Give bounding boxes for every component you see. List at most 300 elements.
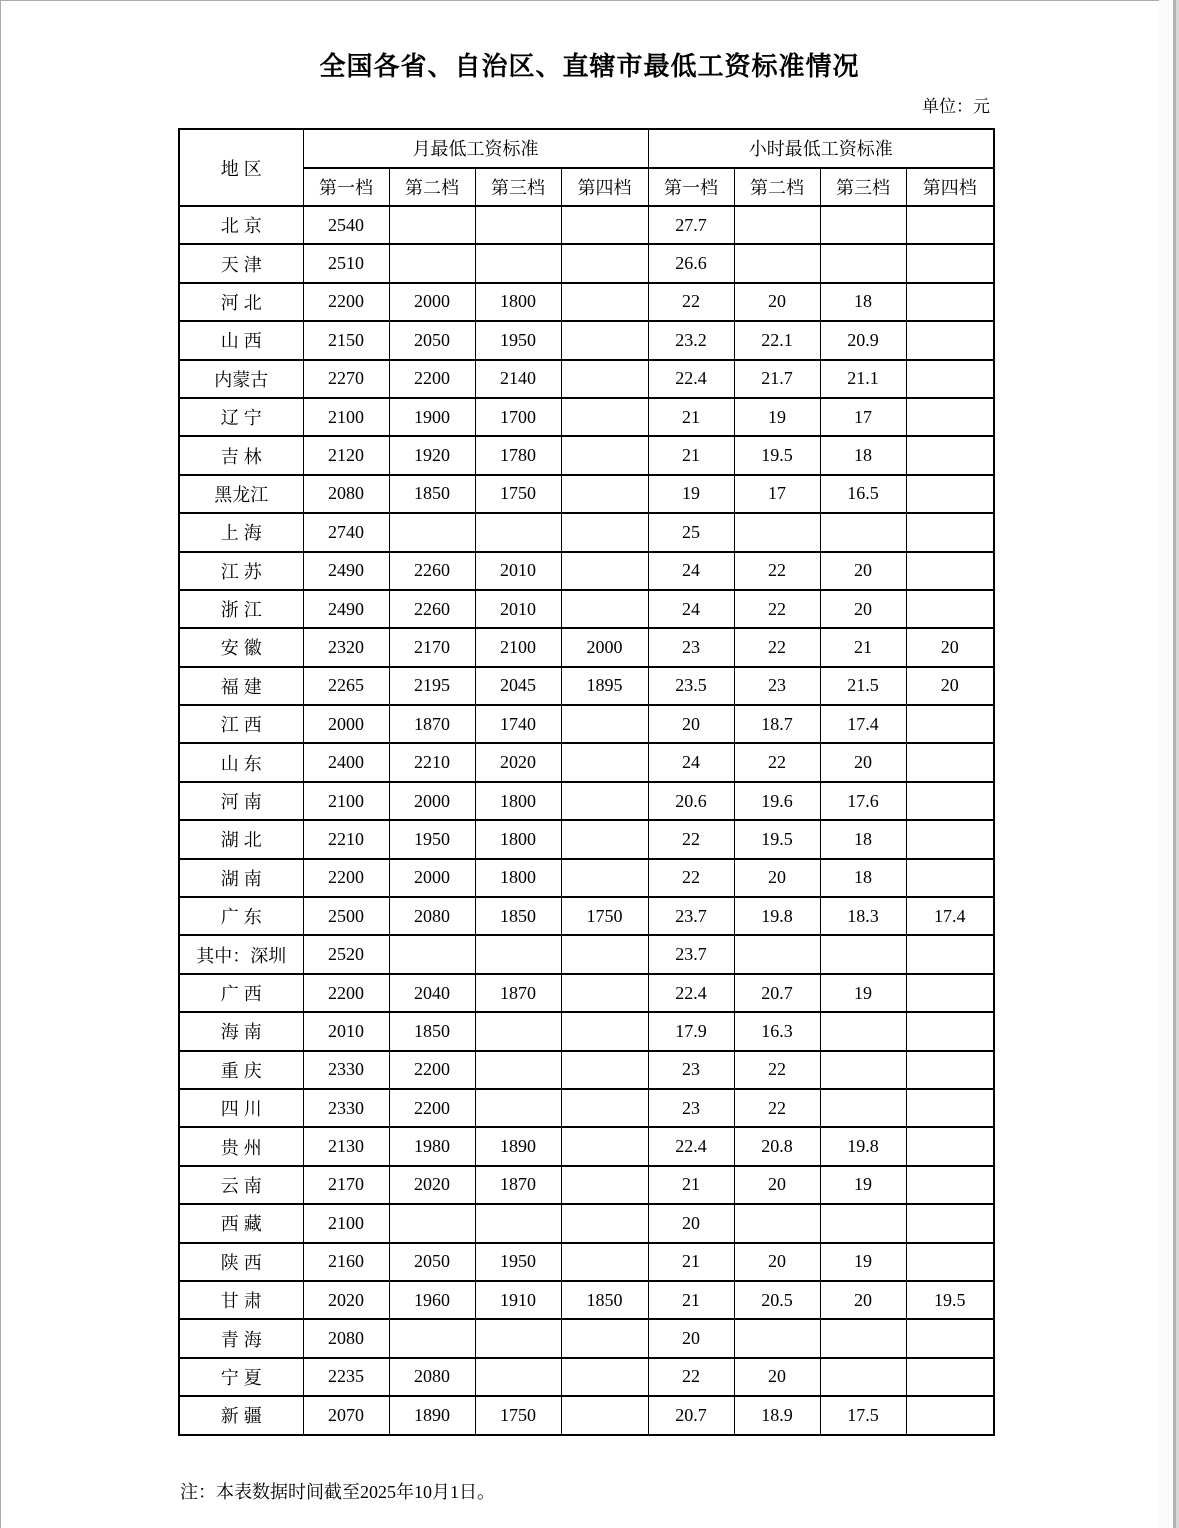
table-row: [179, 974, 994, 1012]
value-cell: 2100: [303, 398, 389, 436]
value-cell: 1800: [475, 859, 561, 897]
value-cell: 2080: [303, 475, 389, 513]
value-cell: [820, 1012, 906, 1050]
value-cell: 18: [820, 859, 906, 897]
value-cell: 1750: [475, 1396, 561, 1434]
value-cell: 2100: [303, 1204, 389, 1242]
value-cell: 1800: [475, 782, 561, 820]
value-cell: [906, 360, 994, 398]
value-cell: [475, 1012, 561, 1050]
value-cell: 24: [648, 552, 734, 590]
table-row: [179, 743, 994, 781]
value-cell: 17.4: [906, 897, 994, 935]
value-cell: [734, 935, 820, 973]
table-row: [179, 1319, 994, 1357]
value-cell: 22: [648, 1358, 734, 1396]
value-cell: 26.6: [648, 244, 734, 282]
region-cell: 广 西: [179, 974, 303, 1012]
table-row: [179, 206, 994, 244]
value-cell: [561, 1012, 648, 1050]
value-cell: [561, 206, 648, 244]
value-cell: 1780: [475, 436, 561, 474]
table-row: [179, 1243, 994, 1281]
region-cell: 湖 北: [179, 820, 303, 858]
value-cell: 2040: [389, 974, 475, 1012]
value-cell: 16.3: [734, 1012, 820, 1050]
value-cell: 1850: [389, 1012, 475, 1050]
value-cell: 22: [734, 1089, 820, 1127]
col-header-hourly-tier-3: 第三档: [820, 168, 906, 207]
region-cell: 安 徽: [179, 628, 303, 666]
value-cell: 24: [648, 743, 734, 781]
value-cell: 1750: [475, 475, 561, 513]
value-cell: 2010: [475, 590, 561, 628]
value-cell: 2490: [303, 552, 389, 590]
table-row: [179, 782, 994, 820]
value-cell: [734, 1204, 820, 1242]
value-cell: 2320: [303, 628, 389, 666]
value-cell: 1895: [561, 667, 648, 705]
value-cell: [561, 590, 648, 628]
region-cell: 山 东: [179, 743, 303, 781]
table-row: [179, 935, 994, 973]
value-cell: 1850: [561, 1281, 648, 1319]
value-cell: [561, 513, 648, 551]
region-cell: 陕 西: [179, 1243, 303, 1281]
table-row: [179, 820, 994, 858]
value-cell: [389, 1204, 475, 1242]
value-cell: [906, 244, 994, 282]
value-cell: [561, 782, 648, 820]
value-cell: 1870: [475, 1166, 561, 1204]
value-cell: [820, 244, 906, 282]
region-cell: 北 京: [179, 206, 303, 244]
region-cell: 贵 州: [179, 1127, 303, 1165]
col-header-monthly-tier-2: 第二档: [389, 168, 475, 207]
value-cell: 20: [734, 1166, 820, 1204]
value-cell: 23: [648, 628, 734, 666]
value-cell: [906, 820, 994, 858]
value-cell: 2265: [303, 667, 389, 705]
value-cell: 17.9: [648, 1012, 734, 1050]
value-cell: [906, 1396, 994, 1434]
value-cell: 19.6: [734, 782, 820, 820]
value-cell: [734, 206, 820, 244]
value-cell: 21: [648, 398, 734, 436]
value-cell: 23.2: [648, 321, 734, 359]
value-cell: 2045: [475, 667, 561, 705]
value-cell: 22: [734, 590, 820, 628]
value-cell: 2540: [303, 206, 389, 244]
value-cell: 2010: [303, 1012, 389, 1050]
page-right-gutter: [1159, 0, 1173, 1528]
region-cell: 山 西: [179, 321, 303, 359]
value-cell: [906, 1127, 994, 1165]
value-cell: [561, 436, 648, 474]
value-cell: 20: [820, 552, 906, 590]
region-cell: 云 南: [179, 1166, 303, 1204]
value-cell: 18: [820, 820, 906, 858]
region-cell: 重 庆: [179, 1051, 303, 1089]
value-cell: [561, 743, 648, 781]
table-row: [179, 1281, 994, 1319]
value-cell: 22: [648, 820, 734, 858]
value-cell: 2130: [303, 1127, 389, 1165]
value-cell: 2000: [303, 705, 389, 743]
value-cell: 2490: [303, 590, 389, 628]
value-cell: [906, 321, 994, 359]
table-row: [179, 859, 994, 897]
col-header-hourly-tier-2: 第二档: [734, 168, 820, 207]
value-cell: [906, 1204, 994, 1242]
value-cell: [475, 1358, 561, 1396]
value-cell: 17.4: [820, 705, 906, 743]
value-cell: 1870: [475, 974, 561, 1012]
value-cell: [561, 1051, 648, 1089]
value-cell: 20.7: [648, 1396, 734, 1434]
value-cell: 23.5: [648, 667, 734, 705]
value-cell: 23: [734, 667, 820, 705]
region-cell: 吉 林: [179, 436, 303, 474]
value-cell: [561, 974, 648, 1012]
value-cell: 21: [820, 628, 906, 666]
value-cell: [906, 436, 994, 474]
value-cell: 18.7: [734, 705, 820, 743]
value-cell: [561, 859, 648, 897]
value-cell: [561, 552, 648, 590]
value-cell: [906, 1089, 994, 1127]
value-cell: 1950: [475, 1243, 561, 1281]
table-row: [179, 1204, 994, 1242]
value-cell: 23.7: [648, 897, 734, 935]
table-row: [179, 552, 994, 590]
region-cell: 河 北: [179, 283, 303, 321]
value-cell: [820, 935, 906, 973]
value-cell: 2020: [475, 743, 561, 781]
value-cell: 23: [648, 1051, 734, 1089]
value-cell: 2330: [303, 1089, 389, 1127]
value-cell: 22.4: [648, 974, 734, 1012]
value-cell: 21.1: [820, 360, 906, 398]
value-cell: 2080: [389, 1358, 475, 1396]
region-cell: 天 津: [179, 244, 303, 282]
value-cell: 2200: [303, 859, 389, 897]
region-cell: 宁 夏: [179, 1358, 303, 1396]
table-row: [179, 667, 994, 705]
value-cell: 2270: [303, 360, 389, 398]
region-cell: 海 南: [179, 1012, 303, 1050]
value-cell: [906, 1358, 994, 1396]
value-cell: [561, 1243, 648, 1281]
value-cell: 1700: [475, 398, 561, 436]
page-left-edge: [0, 0, 1, 1528]
value-cell: 21.7: [734, 360, 820, 398]
value-cell: 2010: [475, 552, 561, 590]
value-cell: 19.5: [906, 1281, 994, 1319]
value-cell: 19: [648, 475, 734, 513]
value-cell: 20.9: [820, 321, 906, 359]
value-cell: 20: [820, 1281, 906, 1319]
minimum-wage-table: [178, 128, 995, 1436]
value-cell: 2000: [389, 283, 475, 321]
value-cell: 21: [648, 1281, 734, 1319]
table-row: [179, 436, 994, 474]
value-cell: 2195: [389, 667, 475, 705]
value-cell: 1870: [389, 705, 475, 743]
value-cell: [906, 206, 994, 244]
region-cell: 青 海: [179, 1319, 303, 1357]
table-row: [179, 1358, 994, 1396]
region-cell: 黑龙江: [179, 475, 303, 513]
table-row: [179, 398, 994, 436]
value-cell: 2160: [303, 1243, 389, 1281]
value-cell: 1900: [389, 398, 475, 436]
value-cell: 2120: [303, 436, 389, 474]
col-header-hourly-group: 小时最低工资标准: [648, 129, 994, 168]
value-cell: 2200: [389, 360, 475, 398]
value-cell: [561, 935, 648, 973]
value-cell: 2210: [303, 820, 389, 858]
value-cell: 22.4: [648, 1127, 734, 1165]
value-cell: 22: [734, 552, 820, 590]
value-cell: [475, 206, 561, 244]
value-cell: 22: [734, 628, 820, 666]
table-row: [179, 321, 994, 359]
value-cell: [561, 1204, 648, 1242]
value-cell: [561, 244, 648, 282]
value-cell: [389, 513, 475, 551]
value-cell: 20: [648, 1319, 734, 1357]
col-header-monthly-tier-1: 第一档: [303, 168, 389, 207]
value-cell: [734, 244, 820, 282]
value-cell: [561, 360, 648, 398]
value-cell: 21: [648, 1166, 734, 1204]
value-cell: 17.6: [820, 782, 906, 820]
value-cell: [906, 974, 994, 1012]
region-cell: 浙 江: [179, 590, 303, 628]
table-row: [179, 1089, 994, 1127]
value-cell: 25: [648, 513, 734, 551]
table-row: [179, 244, 994, 282]
value-cell: 1920: [389, 436, 475, 474]
value-cell: [475, 935, 561, 973]
value-cell: 21: [648, 436, 734, 474]
value-cell: [906, 859, 994, 897]
value-cell: [906, 283, 994, 321]
value-cell: [561, 1089, 648, 1127]
value-cell: 2200: [303, 974, 389, 1012]
table-row: [179, 897, 994, 935]
page-top-edge: [0, 0, 1179, 1]
value-cell: 2100: [475, 628, 561, 666]
value-cell: 2050: [389, 321, 475, 359]
table-body: [179, 206, 994, 1435]
value-cell: 18: [820, 283, 906, 321]
region-cell: 其中：深圳: [179, 935, 303, 973]
value-cell: 1950: [475, 321, 561, 359]
value-cell: 2170: [303, 1166, 389, 1204]
value-cell: 2200: [389, 1051, 475, 1089]
value-cell: 1850: [389, 475, 475, 513]
region-cell: 江 苏: [179, 552, 303, 590]
value-cell: [389, 935, 475, 973]
value-cell: 2510: [303, 244, 389, 282]
value-cell: [906, 782, 994, 820]
value-cell: 19.8: [734, 897, 820, 935]
value-cell: 2070: [303, 1396, 389, 1434]
value-cell: 18.3: [820, 897, 906, 935]
value-cell: [389, 1319, 475, 1357]
region-cell: 甘 肃: [179, 1281, 303, 1319]
table-row: [179, 705, 994, 743]
col-header-monthly-tier-4: 第四档: [561, 168, 648, 207]
value-cell: 21.5: [820, 667, 906, 705]
value-cell: 19.8: [820, 1127, 906, 1165]
value-cell: 20: [648, 705, 734, 743]
region-cell: 辽 宁: [179, 398, 303, 436]
region-cell: 上 海: [179, 513, 303, 551]
value-cell: 19: [820, 1166, 906, 1204]
region-cell: 西 藏: [179, 1204, 303, 1242]
value-cell: [734, 513, 820, 551]
region-cell: 四 川: [179, 1089, 303, 1127]
header-row-groups: [179, 129, 994, 168]
value-cell: 2150: [303, 321, 389, 359]
value-cell: 23.7: [648, 935, 734, 973]
value-cell: [561, 398, 648, 436]
value-cell: [820, 1204, 906, 1242]
value-cell: 20.8: [734, 1127, 820, 1165]
value-cell: [475, 1204, 561, 1242]
value-cell: 2500: [303, 897, 389, 935]
table-row: [179, 1012, 994, 1050]
value-cell: 20: [820, 590, 906, 628]
value-cell: [475, 1319, 561, 1357]
value-cell: [820, 1358, 906, 1396]
value-cell: 2170: [389, 628, 475, 666]
region-cell: 福 建: [179, 667, 303, 705]
value-cell: 22: [734, 1051, 820, 1089]
table-row: [179, 1051, 994, 1089]
value-cell: [561, 1358, 648, 1396]
table-row: [179, 628, 994, 666]
value-cell: 2330: [303, 1051, 389, 1089]
value-cell: 20.6: [648, 782, 734, 820]
value-cell: 20: [734, 1243, 820, 1281]
value-cell: 2020: [303, 1281, 389, 1319]
value-cell: [734, 1319, 820, 1357]
value-cell: 1910: [475, 1281, 561, 1319]
value-cell: [906, 705, 994, 743]
value-cell: 20: [906, 667, 994, 705]
value-cell: [820, 1089, 906, 1127]
value-cell: 1800: [475, 820, 561, 858]
value-cell: 2235: [303, 1358, 389, 1396]
value-cell: 2520: [303, 935, 389, 973]
table-row: [179, 1396, 994, 1434]
value-cell: [906, 1243, 994, 1281]
value-cell: 20: [906, 628, 994, 666]
value-cell: 19: [734, 398, 820, 436]
value-cell: [561, 283, 648, 321]
value-cell: [561, 1166, 648, 1204]
value-cell: [820, 1319, 906, 1357]
value-cell: 20: [734, 859, 820, 897]
value-cell: 2400: [303, 743, 389, 781]
unit-label: 单位：元: [922, 97, 990, 116]
value-cell: [389, 206, 475, 244]
value-cell: 2740: [303, 513, 389, 551]
value-cell: [561, 475, 648, 513]
value-cell: [906, 552, 994, 590]
value-cell: 20: [734, 1358, 820, 1396]
table-row: [179, 1127, 994, 1165]
value-cell: [906, 590, 994, 628]
footnote: 注：本表数据时间截至2025年10月1日。: [180, 1482, 495, 1502]
value-cell: 24: [648, 590, 734, 628]
value-cell: 22: [648, 283, 734, 321]
value-cell: 22: [734, 743, 820, 781]
value-cell: 20.5: [734, 1281, 820, 1319]
value-cell: 19: [820, 974, 906, 1012]
value-cell: [820, 206, 906, 244]
value-cell: 22: [648, 859, 734, 897]
value-cell: 17.5: [820, 1396, 906, 1434]
value-cell: 18.9: [734, 1396, 820, 1434]
value-cell: [561, 1396, 648, 1434]
value-cell: [906, 513, 994, 551]
value-cell: 22.1: [734, 321, 820, 359]
value-cell: 2080: [303, 1319, 389, 1357]
value-cell: 2260: [389, 552, 475, 590]
region-cell: 河 南: [179, 782, 303, 820]
value-cell: 23: [648, 1089, 734, 1127]
value-cell: 20.7: [734, 974, 820, 1012]
value-cell: 1740: [475, 705, 561, 743]
value-cell: [475, 1089, 561, 1127]
table-row: [179, 1166, 994, 1204]
col-header-hourly-tier-4: 第四档: [906, 168, 994, 207]
value-cell: 17: [734, 475, 820, 513]
value-cell: 2000: [561, 628, 648, 666]
value-cell: [906, 1012, 994, 1050]
value-cell: 19.5: [734, 820, 820, 858]
value-cell: 2200: [389, 1089, 475, 1127]
region-cell: 广 东: [179, 897, 303, 935]
value-cell: [906, 1319, 994, 1357]
value-cell: 17: [820, 398, 906, 436]
table-row: [179, 590, 994, 628]
value-cell: [475, 513, 561, 551]
value-cell: [820, 513, 906, 551]
value-cell: 1890: [475, 1127, 561, 1165]
col-header-monthly-group: 月最低工资标准: [303, 129, 648, 168]
col-header-monthly-tier-3: 第三档: [475, 168, 561, 207]
value-cell: 1750: [561, 897, 648, 935]
value-cell: 2140: [475, 360, 561, 398]
value-cell: [561, 1319, 648, 1357]
value-cell: [906, 743, 994, 781]
value-cell: 2020: [389, 1166, 475, 1204]
value-cell: 22.4: [648, 360, 734, 398]
value-cell: 1850: [475, 897, 561, 935]
value-cell: 2100: [303, 782, 389, 820]
page-title: 全国各省、自治区、直辖市最低工资标准情况: [319, 51, 860, 81]
value-cell: [561, 705, 648, 743]
value-cell: [906, 475, 994, 513]
value-cell: [561, 1127, 648, 1165]
value-cell: 2210: [389, 743, 475, 781]
